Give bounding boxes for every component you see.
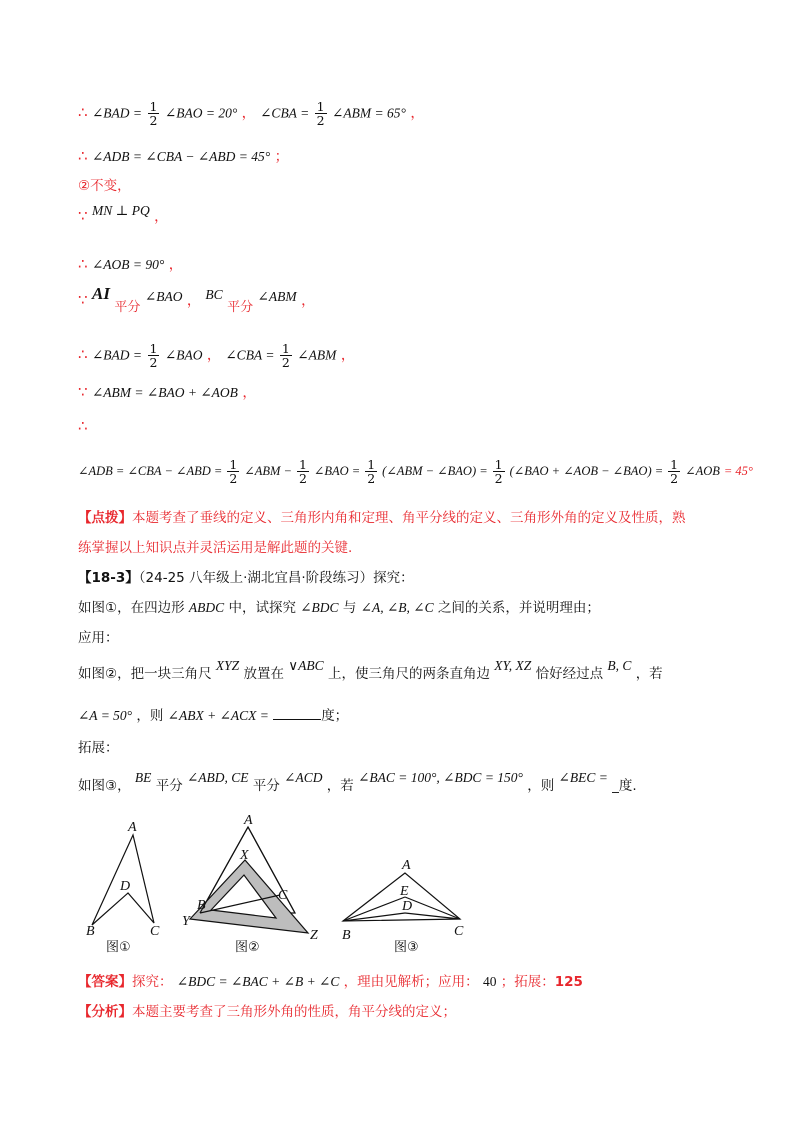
vertex-label: X <box>240 848 249 863</box>
therefore-symbol: ∴ <box>78 255 88 273</box>
text: ，理由见解析；应用： <box>343 974 479 990</box>
vertex-label: D <box>402 899 413 914</box>
vertex-label: D <box>120 879 131 894</box>
vertex-label: B <box>197 898 206 913</box>
text: 之间的关系，并说明理由； <box>437 600 600 616</box>
math-expression: ∠BDC <box>300 600 339 615</box>
text: 平分 <box>252 778 280 794</box>
math-expression: AI <box>92 284 110 303</box>
math-expression: MN ⊥ PQ <box>92 203 150 218</box>
separator: ， <box>410 105 425 122</box>
math-expression: ∠ACD <box>284 770 323 785</box>
text: 与 <box>342 600 357 616</box>
math-expression: ∠ADB = ∠CBA − ∠ABD = 45° <box>92 149 271 164</box>
fraction: $\frac{1}{2}$ <box>670 457 679 486</box>
fraction: $\frac{1}{2}$ <box>298 457 307 486</box>
problem-tag: 【18-3】 <box>78 570 139 586</box>
math-expression: BC <box>205 287 223 302</box>
separator: ； <box>274 149 289 165</box>
figure-1 <box>86 820 160 955</box>
fraction: $\frac{1}{2}$ <box>367 457 376 486</box>
text: 如图②，把一块三角尺 <box>78 666 212 682</box>
separator: ， <box>241 105 256 122</box>
text: ，则 <box>136 708 164 724</box>
math-expression: XY, XZ <box>494 658 532 673</box>
text: ，则 <box>527 778 555 794</box>
solution-step-6 <box>78 342 355 369</box>
vertex-label: Z <box>310 928 318 943</box>
math-expression: ∠BAC = 100°, ∠BDC = 150° <box>358 770 523 785</box>
text: ，若 <box>326 778 354 794</box>
solution-step-4 <box>78 254 183 275</box>
separator: ， <box>186 293 201 309</box>
answer-value: 125 <box>554 974 583 990</box>
text: _度. <box>612 778 637 794</box>
vertex-label: A <box>244 815 253 828</box>
because-symbol: ∵ <box>78 383 88 401</box>
math-expression: ∠BAD = <box>92 347 143 363</box>
math-expression: ∠BDC = ∠BAC + ∠B + ∠C <box>176 974 340 989</box>
fraction: $\frac{1}{2}$ <box>149 341 158 370</box>
figure-3 <box>342 858 464 955</box>
vertex-label: C <box>454 924 464 939</box>
solution-step-3 <box>78 203 169 227</box>
math-expression: ∠CBA = <box>260 105 310 121</box>
answer-line <box>78 972 583 992</box>
math-expression: ∠ABM = ∠BAO + ∠AOB <box>92 385 238 400</box>
text: 如图①，在四边形 <box>78 600 185 616</box>
separator: ， <box>168 257 183 273</box>
vertex-label: Y <box>182 914 190 929</box>
therefore-symbol: ∴ <box>78 417 88 435</box>
apply-condition <box>78 706 348 726</box>
fraction: $\frac{1}{2}$ <box>316 99 325 128</box>
math-expression: ∠A, ∠B, ∠C <box>360 600 434 615</box>
therefore-symbol: ∴ <box>78 345 88 364</box>
math-expression: = 45° <box>723 464 753 478</box>
math-expression: (∠BAO + ∠AOB − ∠BAO) = <box>509 464 664 478</box>
bisects-label: 平分 <box>114 300 141 315</box>
vertex-label: A <box>128 820 137 835</box>
math-expression: ∠ABM = 65° <box>332 105 406 121</box>
math-expression: ∠AOB <box>685 464 720 478</box>
math-expression: ∠A = 50° <box>78 708 133 723</box>
math-expression: ∠AOB = 90° <box>92 257 165 272</box>
solution-step-2 <box>78 146 289 167</box>
vertex-label: A <box>402 858 411 873</box>
answer-blank <box>273 719 321 720</box>
math-expression: B, C <box>607 658 632 673</box>
math-expression: ∠ABM <box>297 347 337 363</box>
math-expression: ∠BEC = <box>558 770 608 785</box>
answer-value: 40 <box>482 974 497 989</box>
explore-statement <box>78 598 600 618</box>
text: ；拓展： <box>500 974 555 990</box>
math-expression: ∠ABX + ∠ACX = <box>167 708 269 723</box>
solution-step-7 <box>78 382 256 403</box>
analysis-line <box>78 1002 456 1022</box>
fraction: $\frac{1}{2}$ <box>494 457 503 486</box>
therefore-symbol: ∴ <box>78 103 88 122</box>
figure-3-caption: 图③ <box>394 940 419 955</box>
math-expression: ∠BAO = <box>313 464 361 478</box>
math-expression: ∠BAO <box>144 289 183 304</box>
geometry-figures <box>80 815 520 965</box>
text: 中，试探究 <box>228 600 296 616</box>
math-expression: ∨ABC <box>288 658 324 673</box>
fraction: $\frac{1}{2}$ <box>149 99 158 128</box>
problem-heading <box>78 568 414 588</box>
therefore-symbol: ∴ <box>78 147 88 165</box>
apply-statement <box>78 658 663 684</box>
because-symbol: ∵ <box>78 207 88 225</box>
vertex-label: E <box>400 884 409 899</box>
separator: ， <box>242 385 257 401</box>
math-expression: XYZ <box>215 658 240 673</box>
bisects-label: 平分 <box>227 300 254 315</box>
part-2-label: ②不变， <box>78 178 131 194</box>
math-expression: ∠BAD = <box>92 105 143 121</box>
answer-tag: 【答案】 <box>78 974 132 990</box>
apply-heading: 应用： <box>78 630 119 646</box>
analysis-tag: 【分析】 <box>78 1004 132 1020</box>
solution-step-5 <box>78 284 316 315</box>
figure-2-caption: 图② <box>235 940 260 955</box>
math-expression: BE <box>134 770 152 785</box>
analysis-text: 本题主要考查了三角形外角的性质，角平分线的定义； <box>132 1004 456 1020</box>
comment-text: 本题考查了垂线的定义、三角形内角和定理、角平分线的定义、三角形外角的定义及性质，熟 <box>132 510 686 526</box>
math-expression: ABDC <box>188 600 225 615</box>
math-expression: ∠ABM − <box>244 464 292 478</box>
fraction: $\frac{1}{2}$ <box>229 457 238 486</box>
solution-step-9 <box>78 458 753 485</box>
math-expression: ∠ABM <box>257 289 297 304</box>
vertex-label: C <box>150 924 160 939</box>
because-symbol: ∵ <box>78 291 88 309</box>
text: 度； <box>321 708 349 724</box>
text: 探究： <box>132 974 173 990</box>
separator: ， <box>340 347 355 364</box>
figure-2 <box>182 815 318 955</box>
separator: ， <box>206 347 221 364</box>
math-expression: ∠CBA = <box>225 347 275 363</box>
extension-statement <box>78 770 637 796</box>
comment-line-1 <box>78 508 686 528</box>
solution-step-1 <box>78 100 424 127</box>
comment-tag: 【点拨】 <box>78 510 132 526</box>
separator: ， <box>154 209 169 225</box>
solution-step-8 <box>78 416 88 437</box>
fraction: $\frac{1}{2}$ <box>281 341 290 370</box>
math-expression: ∠ADB = ∠CBA − ∠ABD = <box>78 464 223 478</box>
problem-source: （24-25 八年级上·湖北宜昌·阶段练习）探究： <box>138 570 414 586</box>
comment-line-2: 练掌握以上知识点并灵活运用是解此题的关键. <box>78 540 353 556</box>
text: 上，使三角尺的两条直角边 <box>327 666 490 682</box>
math-expression: ∠BAO <box>164 347 203 363</box>
math-expression: (∠ABM − ∠BAO) = <box>382 464 488 478</box>
text: ，若 <box>635 666 663 682</box>
vertex-label: B <box>342 928 351 943</box>
math-expression: ∠BAO = 20° <box>164 105 238 121</box>
text: 放置在 <box>243 666 284 682</box>
extension-heading: 拓展： <box>78 740 119 756</box>
separator: ， <box>301 293 316 309</box>
text: 如图③， <box>78 778 131 794</box>
figure-1-caption: 图① <box>106 940 131 955</box>
vertex-label: C <box>278 888 288 903</box>
vertex-label: B <box>86 924 95 939</box>
text: 恰好经过点 <box>535 666 604 682</box>
math-expression: ∠ABD, CE <box>187 770 249 785</box>
text: 平分 <box>155 778 183 794</box>
